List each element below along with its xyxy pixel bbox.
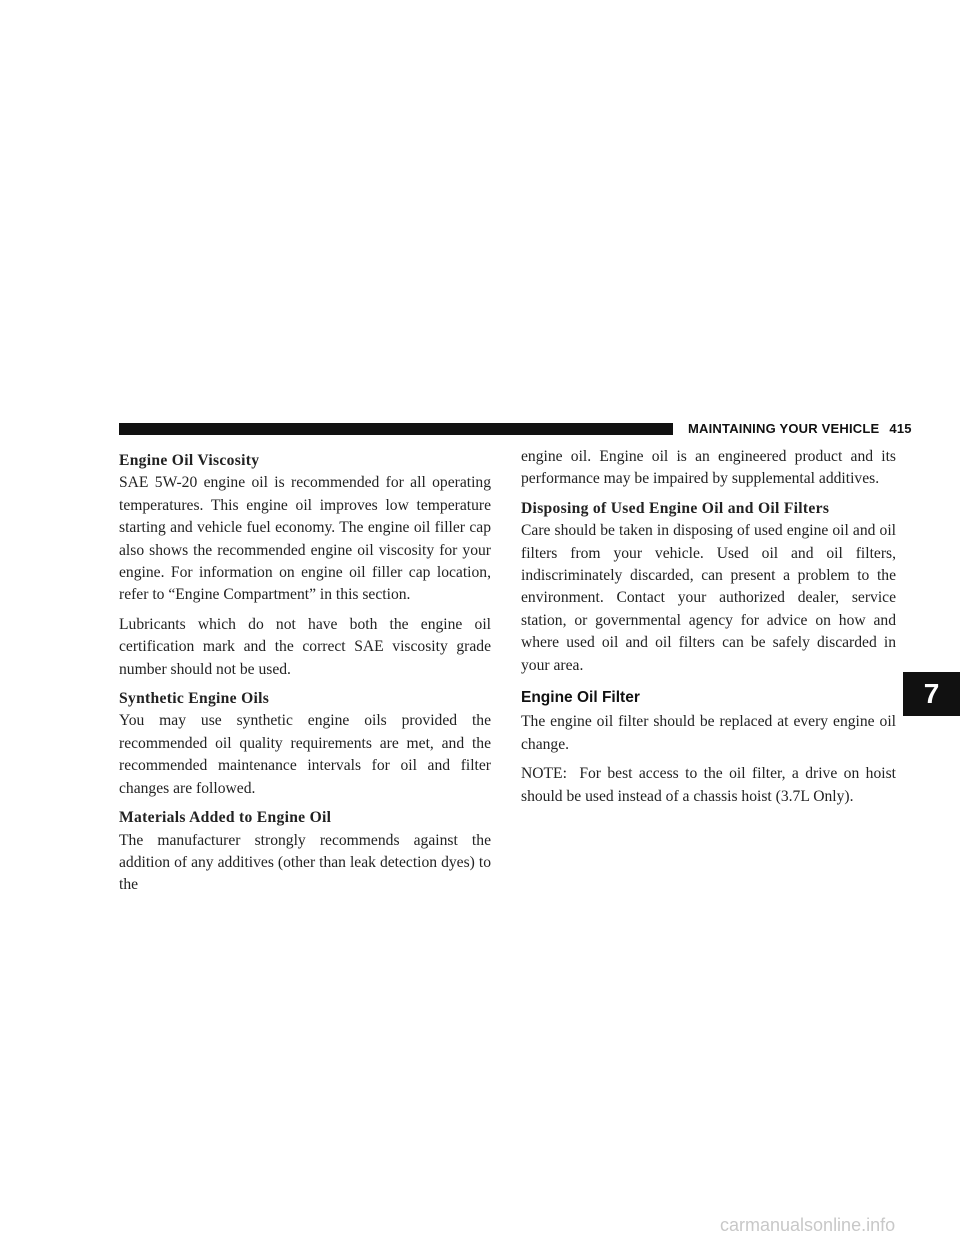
synthetic-section [119,688,491,800]
note-label: NOTE: [521,765,567,783]
materials-section [119,807,491,897]
materials-heading: Materials Added to Engine Oil [119,809,332,827]
filter-body: The engine oil filter should be replaced at every engine oil change. [521,713,896,753]
section-title: MAINTAINING YOUR VEHICLE [688,421,880,436]
note-paragraph [521,763,896,808]
left-column [119,450,491,904]
disposing-heading: Disposing of Used Engine Oil and Oil Filters [521,499,830,517]
running-header [688,421,912,436]
header-rule [119,423,673,435]
right-column [521,446,896,815]
watermark: carmanualsonline.info [720,1215,896,1235]
synthetic-body: You may use synthetic engine oils provided the recommended oil quality requirements are met, and the recommended maintenance intervals for oil and filter changes are followed. [119,712,491,797]
disposing-body: Care should be taken in disposing of used engine oil and oil filters from your vehicle. Used oil and oil filters, indiscriminately discarded, can present a problem to the environment. Contact your authorized dealer, service station, or governmental agency for advice on how and where used oil and oil filters can be safely discarded in your area. [521,522,896,674]
filter-heading: Engine Oil Filter [521,689,640,707]
chapter-tab: 7 [903,672,960,716]
page-number: 415 [889,421,912,436]
synthetic-heading: Synthetic Engine Oils [119,690,270,708]
viscosity-heading: Engine Oil Viscosity [119,452,260,469]
materials-body: The manufacturer strongly recommends against the addition of any additives (other than leak detection dyes) to the [119,831,491,894]
note-text: For best access to the oil filter, a drive on hoist should be used instead of a chassis hoist (3.7L Only). [521,765,896,805]
disposing-section [521,498,896,677]
lubricants-paragraph: Lubricants which do not have both the engine oil certification mark and the correct SAE viscosity grade number should not be used. [119,615,491,678]
viscosity-body: SAE 5W-20 engine oil is recommended for all operating temperatures. This engine oil improves low temperature starting and vehicle fuel economy. The engine oil filler cap also shows the recommended engine oil viscosity for your engine. For information on engine oil filler cap location, refer to “Engine Compartment” in this section. [119,474,491,604]
viscosity-section [119,450,491,607]
continued-paragraph: engine oil. Engine oil is an engineered product and its performance may be impaired by supplemental additives. [521,448,896,488]
